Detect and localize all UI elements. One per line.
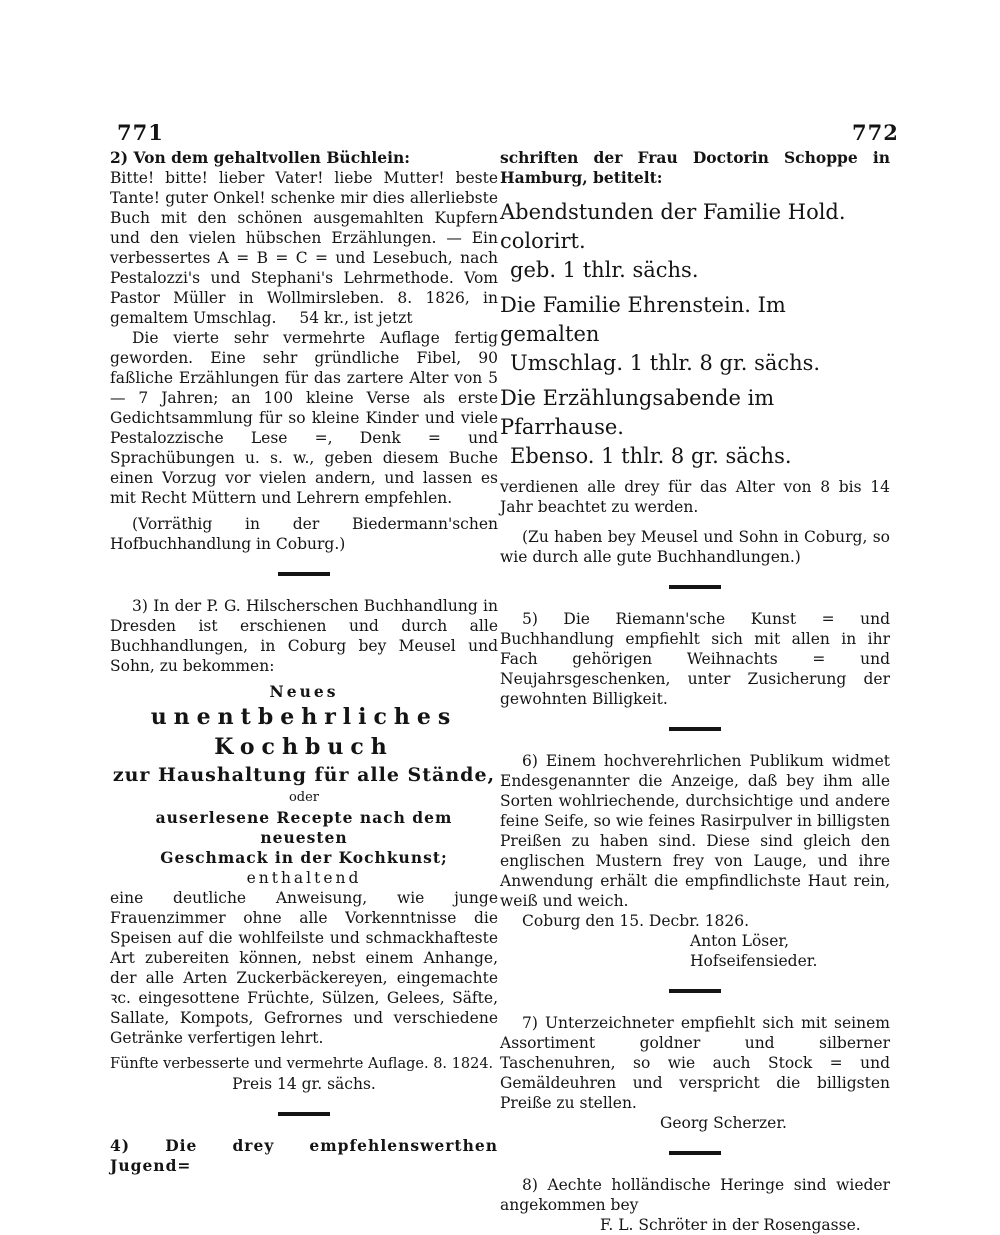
item3-title-3: zur Haushaltung für alle Stände, (112, 764, 496, 786)
book-1-line-2: geb. 1 thlr. sächs. (510, 258, 699, 282)
item8-text: 8) Aechte holländische Heringe sind wieder angekommen bey (500, 1176, 890, 1214)
books-availability: (Zu haben bey Meusel und Sohn in Coburg, so wie durch alle gute Buchhandlungen.) (500, 528, 890, 566)
item2-title (110, 168, 498, 328)
item2-heading: 2) Von dem gehaltvollen Büchlein: (110, 148, 411, 167)
divider-rule (669, 989, 721, 993)
item6-text: 6) Einem hochverehrlichen Publikum widmet Endesgenannter die Anzeige, daß bey ihm alle Sorten wohlriechende, durchsichtige und andere feine Seife, so wie feines Rasirpulver in billigsten Preißen zu haben sind. Diese sind gleich den englischen Mustern frey von Lauge, und ihre Anwendung erhält die empfindlichste Haut rein, weiß und weich. (500, 752, 890, 910)
item3-price: Preis 14 gr. sächs. (232, 1075, 376, 1093)
item3-edition: Fünfte verbesserte und vermehrte Auflage. 8. 1824. (110, 1056, 494, 1072)
book-3-line-2: Ebenso. 1 thlr. 8 gr. sächs. (510, 444, 792, 468)
item2-price: 54 kr., ist jetzt (299, 309, 413, 327)
item2-body: Die vierte sehr vermehrte Auflage fertig geworden. Eine sehr gründliche Fibel, 90 faßliche Erzählungen für das zartere Alter von 5 — 7 Jahren; an 100 kleine Verse als erste Gedichtsammlung für so kleine Kinder und viele Pestalozzische Lese =, Denk = und Sprachübungen u. s. w., geben diesem Buche einen Vorzug vor vielen andern, und lassen es mit Recht Müttern und Lehrern empfehlen. (110, 329, 498, 507)
item2-title-text: Bitte! bitte! lieber Vater! liebe Mutter! beste Tante! guter Onkel! schenke mir dies allerliebste Buch mit den schönen ausgemahlten Kupfern und den vielen hübschen Erzählungen. — Ein verbessertes A = B = C = und Lesebuch, nach Pestalozzi's und Stephani's Lehrmethode. Vom Pastor Müller in Wollmirsleben. 8. 1826, in gemaltem Umschlag. (110, 169, 498, 327)
page-number-right: 772 (852, 120, 899, 145)
item3-intro: 3) In der P. G. Hilscherschen Buchhandlung in Dresden ist erschienen und durch alle Buchhandlungen, in Coburg bey Meusel und Sohn, zu bekommen: (110, 597, 498, 675)
page-number-left: 771 (117, 120, 164, 145)
right-column (500, 148, 890, 1235)
book-2-line-2: Umschlag. 1 thlr. 8 gr. sächs. (510, 351, 821, 375)
item4-continuation: schriften der Frau Doctorin Schoppe in Hamburg, betitelt: (500, 148, 890, 187)
divider-rule (278, 572, 330, 576)
item3-title-1: Neues (269, 682, 339, 701)
item6-date: Coburg den 15. Decbr. 1826. (522, 912, 750, 930)
item3-title-6: Geschmack in der Kochkunst; (160, 848, 448, 867)
item6-signature-name: Anton Löser, (690, 932, 790, 950)
item3-title-2: unentbehrliches Kochbuch (150, 704, 458, 760)
book-1-line-1: Abendstunden der Familie Hold. colorirt. (500, 200, 846, 253)
item8-signature: F. L. Schröter in der Rosengasse. (600, 1216, 861, 1234)
item7-text: 7) Unterzeichneter empfiehlt sich mit seinem Assortiment goldner und silberner Taschenuhren, so wie auch Stock = und Gemäldeuhren und verspricht die billigsten Preiße zu stellen. (500, 1014, 890, 1112)
item2-availability: (Vorräthig in der Biedermann'schen Hofbuchhandlung in Coburg.) (110, 515, 498, 553)
item7-signature: Georg Scherzer. (660, 1114, 787, 1132)
item3-description: eine deutliche Anweisung, wie junge Frauenzimmer ohne alle Vorkenntnisse die Speisen auf die wohlfeilste und schmackhafteste Art zubereiten können, nebst einem Anhange, der alle Arten Zuckerbäckereyen, eingemachte ꝛc. eingesottene Früchte, Sülzen, Gelees, Säfte, Sallate, Kompots, Gefrornes und verschiedene Getränke verfertigen lehrt. (110, 889, 498, 1047)
item4-start: 4) Die drey empfehlenswerthen Jugend= (110, 1136, 498, 1175)
books-recommend: verdienen alle drey für das Alter von 8 bis 14 Jahr beachtet zu werden. (500, 478, 890, 516)
divider-rule (669, 585, 721, 589)
divider-rule (669, 1151, 721, 1155)
item3-title-4: oder (288, 790, 320, 805)
item3-title-5: auserlesene Recepte nach dem neuesten (155, 808, 453, 847)
divider-rule (278, 1112, 330, 1116)
left-column (110, 148, 498, 1176)
item6-signature-title: Hofseifensieder. (690, 952, 818, 970)
item3-title-7: enthaltend (246, 869, 362, 887)
divider-rule (669, 727, 721, 731)
book-2-line-1: Die Familie Ehrenstein. Im gemalten (500, 293, 786, 346)
book-3-line-1: Die Erzählungsabende im Pfarrhause. (500, 386, 775, 439)
item5-text: 5) Die Riemann'sche Kunst = und Buchhandlung empfiehlt sich mit allen in ihr Fach gehörigen Weihnachts = und Neujahrsgeschenken, unter Zusicherung der gewohnten Billigkeit. (500, 610, 890, 708)
